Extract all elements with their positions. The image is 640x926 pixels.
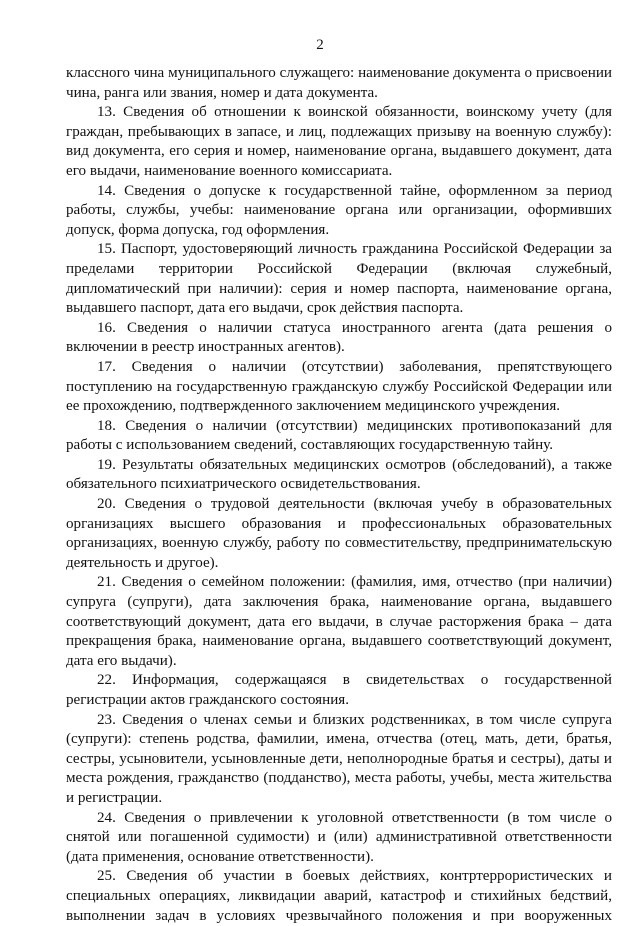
paragraph-13: 13. Сведения об отношении к воинской обязанности, воинскому учету (для граждан, пребывающих в запасе, и лиц, подлежащих призыву на военную службу): вид документа, его серия и номер, наименование органа, выдавшего документ, дата его выдачи, наименование военного комиссариата. (66, 104, 612, 179)
paragraph-23: 23. Сведения о членах семьи и близких родственниках, в том числе супруга (супруги): степень родства, фамилии, имена, отчества (отец, мать, дети, братья, сестры, усыновители, усыновленные дети, неполнородные братья и сестры), даты и места рождения, гражданство (подданство), места работы, учебы, места жительства и регистрации. (66, 711, 612, 806)
paragraph-24: 24. Сведения о привлечении к уголовной ответственности (в том числе о снятой или погашенной судимости) и (или) административной ответственности (дата применения, основание ответственности). (66, 809, 612, 865)
paragraph-20: 20. Сведения о трудовой деятельности (включая учебу в образовательных организациях высшего образования и профессиональных образовательных организациях, военную службу, работу по совместительству, предпринимательскую деятельность и другое). (66, 496, 612, 571)
paragraph-19: 19. Результаты обязательных медицинских осмотров (обследований), а также обязательного психиатрического освидетельствования. (66, 456, 612, 493)
paragraph-16: 16. Сведения о наличии статуса иностранного агента (дата решения о включении в реестр иностранных агентов). (66, 319, 612, 356)
paragraph-12-continuation: классного чина муниципального служащего: наименование документа о присвоении чина, ранга или звания, номер и дата документа. (66, 65, 612, 101)
paragraph-15: 15. Паспорт, удостоверяющий личность гражданина Российской Федерации за пределами территории Российской Федерации (включая служебный, дипломатический при наличии): серия и номер паспорта, наименование органа, выдавшего паспорт, дата его выдачи, срок действия паспорта. (66, 241, 612, 317)
paragraph-21: 21. Сведения о семейном положении: (фамилия, имя, отчество (при наличии) супруга (супруги), дата заключения брака, наименование органа, выдавшего соответствующий документ, дата его выдачи, в случае расторжения брака – дата прекращения брака, наименование органа, выдавшего соответствующий документ, дата его выдачи). (66, 574, 612, 669)
paragraph-14: 14. Сведения о допуске к государственной тайне, оформленном за период работы, службы, учебы: наименование органа или организации, оформивших допуск, форма допуска, год оформления. (66, 182, 612, 238)
page-number: 2 (316, 37, 324, 53)
document-body (66, 64, 612, 926)
paragraph-25: 25. Сведения об участии в боевых действиях, контртеррористических и специальных операциях, ликвидации аварий, катастроф и стихийных бедствий, выполнении задач в условиях чрезвычайного положения и при вооруженных (66, 868, 612, 924)
paragraph-17: 17. Сведения о наличии (отсутствии) заболевания, препятствующего поступлению на государственную гражданскую службу Российской Федерации или ее прохождению, подтвержденного заключением медицинского учреждения. (66, 358, 612, 415)
paragraph-18: 18. Сведения о наличии (отсутствии) медицинских противопоказаний для работы с использованием сведений, составляющих государственную тайну. (66, 417, 612, 454)
paragraph-22: 22. Информация, содержащаяся в свидетельствах о государственной регистрации актов гражданского состояния. (66, 672, 612, 708)
